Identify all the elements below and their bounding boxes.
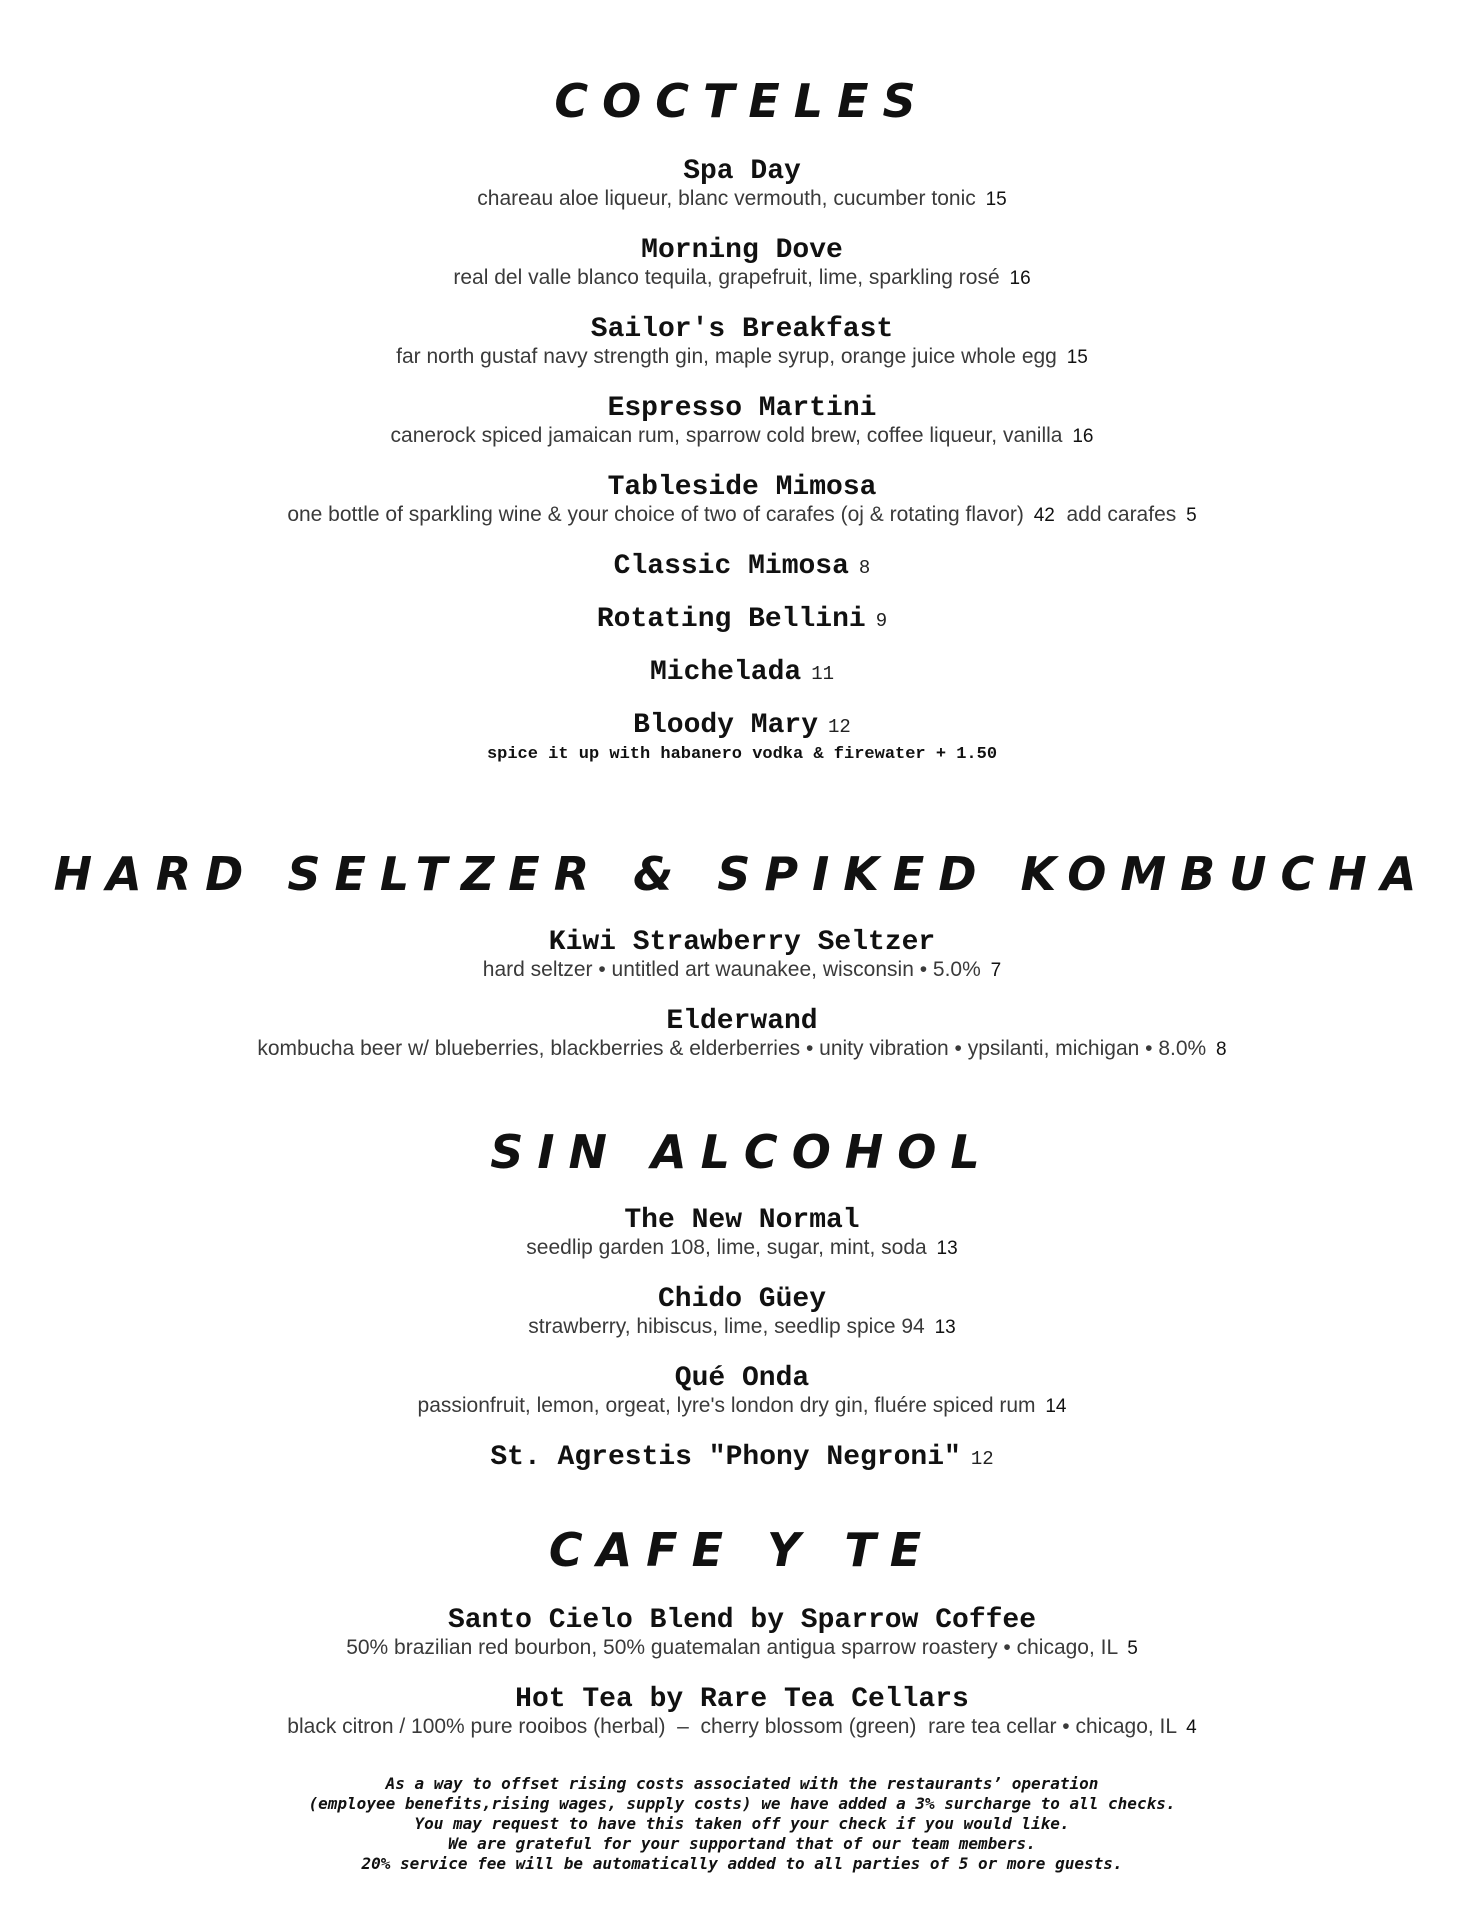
item-price: 16	[1009, 268, 1031, 289]
item-name: Kiwi Strawberry Seltzer	[548, 927, 936, 958]
item-desc: seedlip garden 108, lime, sugar, mint, soda 13	[526, 1236, 958, 1259]
item-name: St. Agrestis "Phony Negroni" 12	[490, 1442, 994, 1473]
item-desc: 50% brazilian red bourbon, 50% guatemalan antigua sparrow roastery • chicago, IL 5	[346, 1636, 1138, 1659]
surcharge-note	[0, 1774, 1484, 1874]
item-desc: one bottle of sparkling wine & your choice of two of carafes (oj & rotating flavor) 42 add carafes 5	[287, 503, 1197, 526]
item-note: spice it up with habanero vodka & firewater + 1.50	[486, 745, 998, 764]
item-desc: canerock spiced jamaican rum, sparrow cold brew, coffee liqueur, vanilla 16	[390, 424, 1094, 447]
item-price: 7	[990, 960, 1002, 981]
footer-line: 20% service fee will be automatically added to all parties of 5 or more guests.	[361, 1854, 1123, 1873]
item-name: Morning Dove	[641, 235, 843, 266]
item-price: 11	[811, 663, 835, 685]
item-price: 15	[985, 189, 1007, 210]
item-name: Spa Day	[683, 156, 801, 187]
item-name: Hot Tea by Rare Tea Cellars	[515, 1684, 969, 1715]
section-title-cafe: CAFE Y TE	[548, 1523, 936, 1577]
item-price: 15	[1066, 347, 1088, 368]
item-name: Santo Cielo Blend by Sparrow Coffee	[447, 1605, 1037, 1636]
item-name: Espresso Martini	[607, 393, 877, 424]
item-price: 9	[875, 610, 888, 632]
item-price: 8	[1216, 1039, 1227, 1060]
item-desc: chareau aloe liqueur, blanc vermouth, cucumber tonic 15	[477, 187, 1007, 210]
item-price: 8	[858, 557, 871, 579]
item-name: Elderwand	[666, 1006, 818, 1037]
section-title-sin-alcohol: SIN ALCOHOL	[490, 1125, 994, 1179]
item-desc: strawberry, hibiscus, lime, seedlip spice 94 13	[528, 1315, 956, 1338]
item-name: Bloody Mary 12	[633, 710, 851, 741]
item-name: Classic Mimosa 8	[613, 551, 871, 582]
item-price: 5	[1127, 1638, 1138, 1659]
item-price: 13	[934, 1317, 956, 1338]
item-desc: real del valle blanco tequila, grapefruit, lime, sparkling rosé 16	[453, 266, 1031, 289]
footer-line: You may request to have this taken off your check if you would like.	[414, 1814, 1070, 1833]
section-title-cocteles: COCTELES	[554, 74, 930, 128]
item-price: 14	[1045, 1396, 1067, 1417]
extra-label: add carafes	[1066, 503, 1177, 526]
item-price: 13	[936, 1238, 958, 1259]
footer-line: We are grateful for your supportand that of our team members.	[448, 1834, 1036, 1853]
item-price: 42	[1033, 505, 1055, 526]
item-price: 12	[828, 716, 851, 738]
item-price: 4	[1186, 1717, 1197, 1738]
footer-line: As a way to offset rising costs associated with the restaurants’ operation	[385, 1774, 1099, 1793]
item-name: Sailor's Breakfast	[590, 314, 894, 345]
item-price: 12	[970, 1448, 994, 1470]
item-name: Michelada 11	[649, 657, 835, 688]
item-name: The New Normal	[624, 1205, 860, 1236]
item-desc: passionfruit, lemon, orgeat, lyre's london dry gin, fluére spiced rum 14	[417, 1394, 1067, 1417]
extra-price: 5	[1186, 505, 1197, 526]
item-price: 16	[1072, 426, 1094, 447]
item-desc: far north gustaf navy strength gin, maple syrup, orange juice whole egg 15	[396, 345, 1088, 368]
item-desc: hard seltzer • untitled art waunakee, wisconsin • 5.0% 7	[482, 958, 1002, 981]
item-name: Rotating Bellini 9	[596, 604, 888, 635]
item-name: Tableside Mimosa	[607, 472, 877, 503]
footer-line: (employee benefits,rising wages, supply costs) we have added a 3% surcharge to all checks.	[308, 1794, 1176, 1813]
item-desc: black citron / 100% pure rooibos (herbal) – cherry blossom (green) rare tea cellar • chicago, IL 4	[287, 1715, 1197, 1738]
item-desc: kombucha beer w/ blueberries, blackberries & elderberries • unity vibration • ypsilanti, michigan • 8.0% 8	[257, 1037, 1227, 1060]
item-name: Chido Güey	[657, 1284, 827, 1315]
section-title-seltzer: HARD SELTZER & SPIKED KOMBUCHA	[53, 847, 1431, 901]
item-name: Qué Onda	[674, 1363, 810, 1394]
